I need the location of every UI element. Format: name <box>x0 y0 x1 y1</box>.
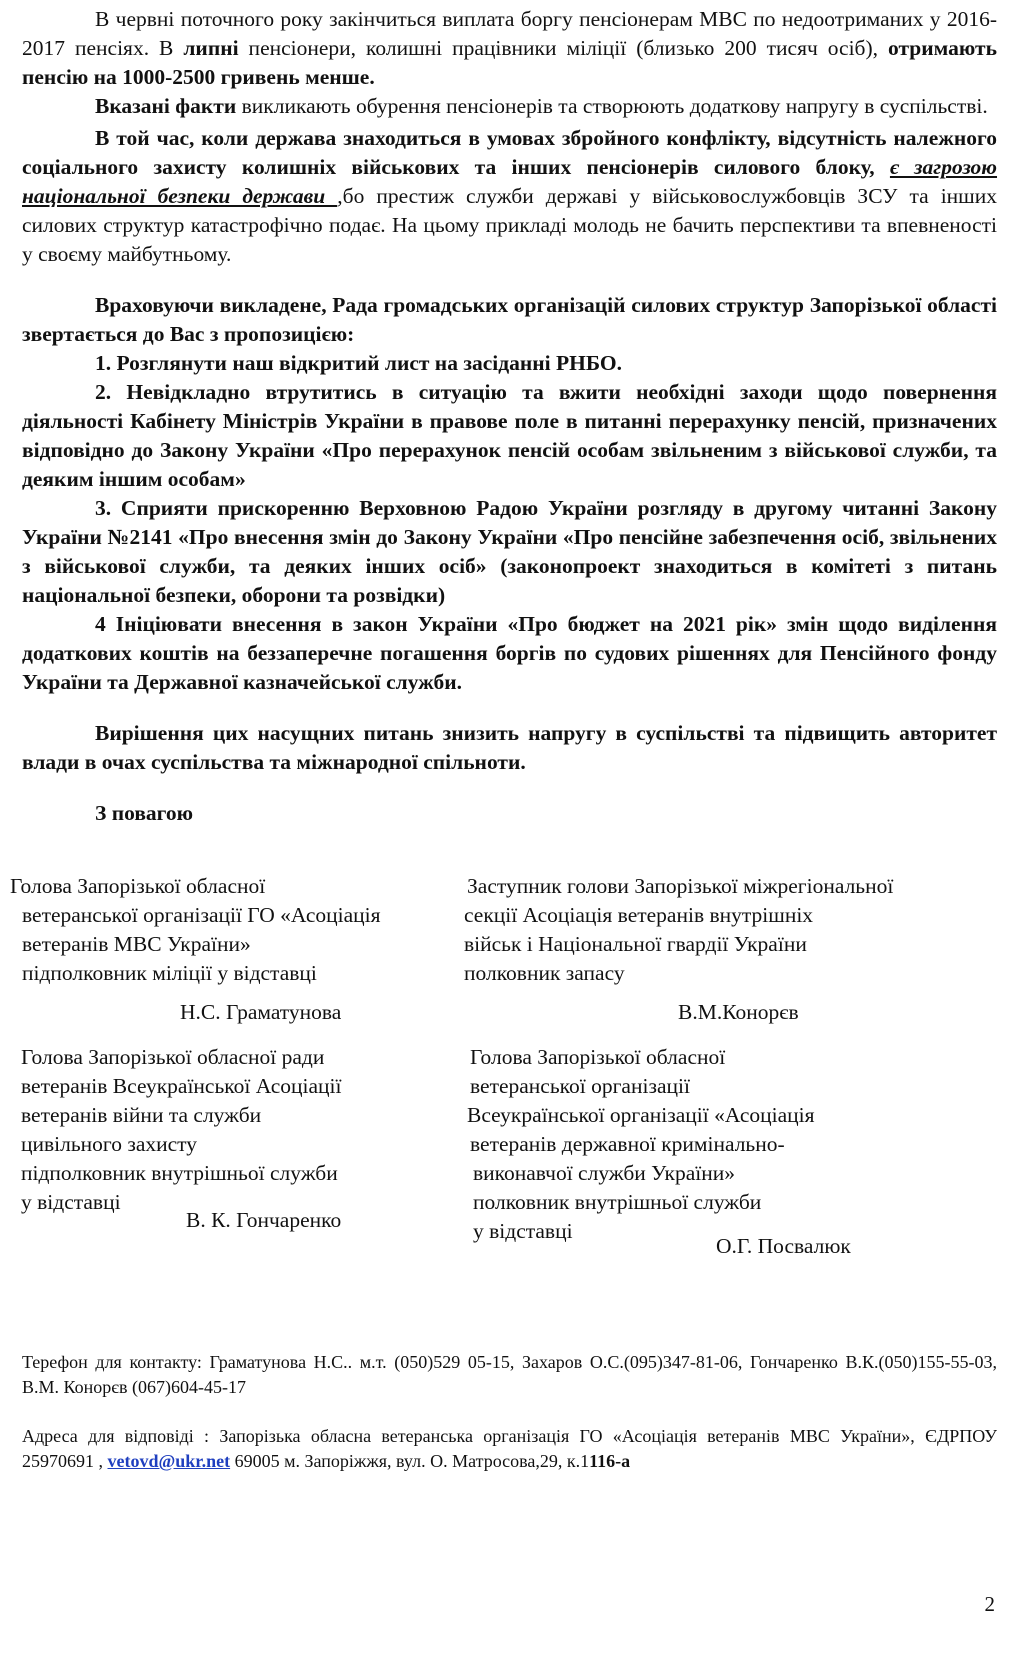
paragraph-3 <box>22 124 997 269</box>
paragraph-5: Вирішення цих насущних питань знизить напругу в суспільстві та підвищить авторитет влади в очах суспільства та міжнародної спільноти. <box>22 721 997 774</box>
paragraph-2 <box>22 92 997 121</box>
bold-text: Вказані факти <box>95 94 237 118</box>
contact-phones: Терефон для контакту: Граматунова Н.С.. м.т. (050)529 05-15, Захаров О.С.(095)347-81-06, Гончаренко В.К.(050)155-55-03, В.М. Конорєв (067)604-45-17 <box>22 1352 997 1397</box>
proposal-item-3: 3. Сприяти прискоренню Верховною Радою України розгляду в другому читанні Закону України №2141 «Про внесення змін до Закону України «Про пенсійне забезпечення осіб, звільнених з військової служби, та деяких інших осіб» (законопроект знаходиться в комітеті з питань національної безпеки, оборони та розвідки) <box>22 496 997 607</box>
bold-text: липні <box>183 36 239 60</box>
signatory-name-4: О.Г. Посвалюк <box>716 1234 851 1258</box>
bold-text: В той час, коли держава знаходиться в умовах збройного конфлікту, відсутність належного соціального захисту колишніх військових та інших пенсіонерів силового блоку, <box>22 126 997 179</box>
emphasis-text: є загрозою національної безпеки держави <box>22 155 998 208</box>
signature-block-3: Голова Запорізької обласної ради ветеранів Всеукраїнської Асоціації ветеранів війни та служби цивільного захисту підполковник внутрішньої служби у відставці <box>21 1045 342 1214</box>
signatory-name-3: В. К. Гончаренко <box>186 1208 342 1232</box>
page-number: 2 <box>984 1592 995 1616</box>
text: ,бо престиж служби державі у військовослужбовців ЗСУ та інших силових структур катастрофічно подає. На цьому прикладі молодь не бачить перспективи та впевненості у своєму майбутньому. <box>22 184 997 266</box>
proposal-item-2: 2. Невідкладно втрутитись в ситуацію та вжити необхідні заходи щодо повернення діяльності Кабінету Міністрів України в правове поле в питанні перерахунку пенсій, призначених відповідно до Закону України «Про перерахунок пенсій особам звільненим з військової служби, та деяким іншим особам» <box>22 380 997 491</box>
text: пенсіонери, колишні працівники міліції (близько 200 тисяч осіб), <box>238 36 889 60</box>
signature-block-4: Голова Запорізької обласної ветеранської організації Всеукраїнської організації «Асоціація ветеранів державної кримінально- виконавчої служби України» полковник внутрішньої служби у відставці <box>467 1045 815 1243</box>
signature-block-1: Голова Запорізької обласної ветеранської організації ГО «Асоціація ветеранів МВС України» підполковник міліції у відставці <box>10 874 381 985</box>
paragraph-1 <box>22 5 997 92</box>
text: викликають обурення пенсіонерів та створюють додаткову напругу в суспільстві. <box>236 94 988 118</box>
letter-body <box>22 5 997 828</box>
signatory-name-1: Н.С. Граматунова <box>180 1000 342 1024</box>
text: В червні поточного року закінчиться виплата боргу пенсіонерам МВС по недоотриманих у 2016-2017 пенсіях. В <box>22 7 997 60</box>
proposal-item-1: 1. Розглянути наш відкритий лист на засіданні РНБО. <box>95 351 623 375</box>
signatory-name-2: В.М.Конорєв <box>678 1000 799 1024</box>
email-link[interactable]: vetovd@ukr.net <box>107 1451 231 1471</box>
reply-address: Адреса для відповіді : Запорізька обласна ветеранська організація ГО «Асоціація ветеранів МВС України», ЄДРПОУ 25970691 , vetovd@ukr.net 69005 м. Запоріжжя, вул. О. Матросова,29, к.1116-а <box>22 1426 997 1471</box>
proposal-item-4: 4 Ініціювати внесення в закон України «Про бюджет на 2021 рік» змін щодо виділення додаткових коштів на беззаперечне погашення боргів по судових рішеннях для Пенсійного фонду України та Державної казначейської служби. <box>22 612 997 694</box>
paragraph-4: Враховуючи викладене, Рада громадських організацій силових структур Запорізької області звертається до Вас з пропозицією: <box>22 293 997 346</box>
signature-block-2: Заступник голови Запорізької міжрегіональної секції Асоціація ветеранів внутрішніх військ і Національної гвардії України полковник запасу <box>464 874 894 985</box>
bold-text: отримають пенсію на 1000-2500 гривень менше. <box>22 36 997 89</box>
closing: З повагою <box>95 801 194 825</box>
